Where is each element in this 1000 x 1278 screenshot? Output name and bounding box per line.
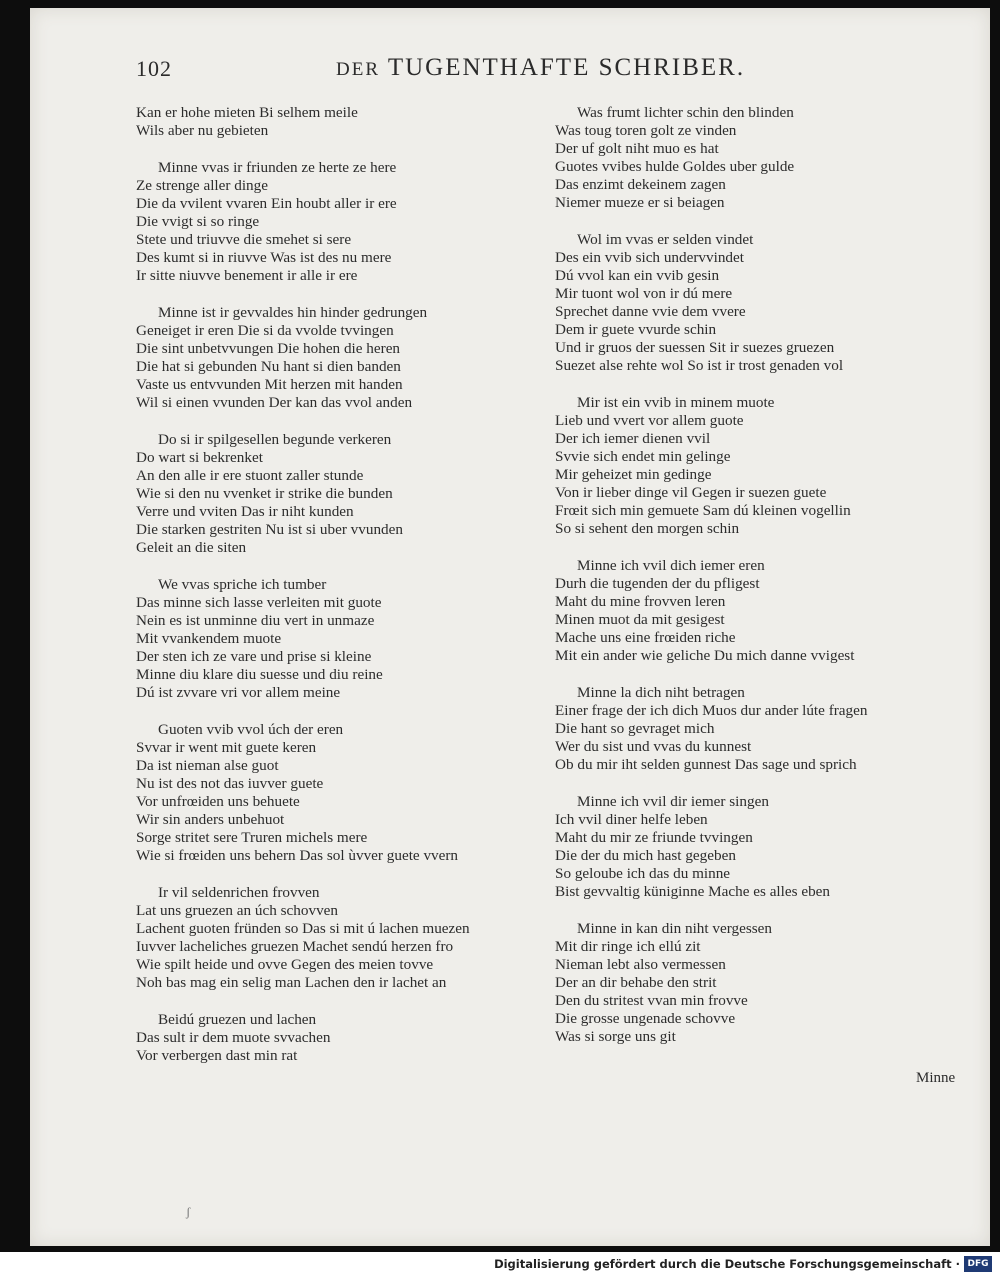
footer-bar xyxy=(0,1252,1000,1278)
stanza xyxy=(555,684,975,774)
verse-line: Minne ich vvil dir iemer singen xyxy=(577,793,769,810)
verse-line: Mit dir ringe ich ellú zit xyxy=(555,938,701,955)
verse-line: Svvie sich endet min gelinge xyxy=(555,448,731,465)
verse-line: Ir sitte niuvve benement ir alle ir ere xyxy=(136,267,358,284)
verse-line: Der uf golt niht muo es hat xyxy=(555,140,719,157)
verse-line: Ze strenge aller dinge xyxy=(136,177,268,194)
verse-line: Das sult ir dem muote svvachen xyxy=(136,1029,331,1046)
verse-line: Verre und vviten Das ir niht kunden xyxy=(136,503,354,520)
catchword: Minne xyxy=(916,1070,956,1086)
verse-line: Das enzimt dekeinem zagen xyxy=(555,176,726,193)
verse-line: Vor unfrœiden uns behuete xyxy=(136,793,300,810)
verse-line: Was si sorge uns git xyxy=(555,1028,676,1045)
stanza xyxy=(555,793,975,901)
verse-line: Dú vvol kan ein vvib gesin xyxy=(555,267,720,284)
verse-line: We vvas spriche ich tumber xyxy=(158,576,327,593)
verse-line: Minne diu klare diu suesse und diu reine xyxy=(136,666,383,683)
verse-line: Des ein vvib sich undervvindet xyxy=(555,249,744,266)
verse-line: Nein es ist unminne diu vert in unmaze xyxy=(136,612,375,629)
verse-line: Kan er hohe mieten Bi selhem meile xyxy=(136,104,358,121)
verse-line: Der ich iemer dienen vvil xyxy=(555,430,711,447)
verse-line: Mir ist ein vvib in minem muote xyxy=(577,394,775,411)
verse-line: Geneiget ir eren Die si da vvolde tvvingen xyxy=(136,322,394,339)
verse-line: Die grosse ungenade schovve xyxy=(555,1010,736,1027)
verse-line: Do si ir spilgesellen begunde verkeren xyxy=(158,431,392,448)
verse-line: Frœit sich min gemuete Sam dú kleinen vogellin xyxy=(555,502,851,519)
verse-line: Minne in kan din niht vergessen xyxy=(577,920,773,937)
funding-credit: Digitalisierung gefördert durch die Deutsche Forschungsgemeinschaft · xyxy=(494,1257,960,1271)
verse-line: Do wart si bekrenket xyxy=(136,449,263,466)
verse-line: Maht du mine frovven leren xyxy=(555,593,726,610)
verse-line: Durh die tugenden der du pfligest xyxy=(555,575,760,592)
stanza xyxy=(136,104,576,140)
verse-line: Minne vvas ir friunden ze herte ze here xyxy=(158,159,397,176)
verse-line: Die vvigt si so ringe xyxy=(136,213,260,230)
verse-line: Was frumt lichter schin den blinden xyxy=(577,104,794,121)
verse-line: Mir geheizet min gedinge xyxy=(555,466,712,483)
verse-line: Sorge stritet sere Truren michels mere xyxy=(136,829,368,846)
verse-line: Beidú gruezen und lachen xyxy=(158,1011,317,1028)
stanza xyxy=(555,394,975,538)
stanza xyxy=(555,231,975,375)
verse-line: Minne ist ir gevvaldes hin hinder gedrungen xyxy=(158,304,428,321)
verse-line: Wil si einen vvunden Der kan das vvol anden xyxy=(136,394,413,411)
stanza xyxy=(136,1011,576,1065)
verse-line: Mir tuont wol von ir dú mere xyxy=(555,285,733,302)
stanza xyxy=(136,159,576,285)
dfg-logo: DFG xyxy=(964,1256,992,1272)
verse-line: Was toug toren golt ze vinden xyxy=(555,122,737,139)
verse-line: Niemer mueze er si beiagen xyxy=(555,194,725,211)
verse-line: Und ir gruos der suessen Sit ir suezes gruezen xyxy=(555,339,835,356)
verse-line: Wer du sist und vvas du kunnest xyxy=(555,738,752,755)
verse-line: Maht du mir ze friunde tvvingen xyxy=(555,829,753,846)
verse-line: Svvar ir went mit guete keren xyxy=(136,739,317,756)
stanza xyxy=(136,304,576,412)
verse-line: Mit ein ander wie geliche Du mich danne vvigest xyxy=(555,647,855,664)
verse-line: Wils aber nu gebieten xyxy=(136,122,269,139)
verse-line: Minen muot da mit gesigest xyxy=(555,611,725,628)
verse-line: Wir sin anders unbehuot xyxy=(136,811,285,828)
stanza xyxy=(555,920,975,1046)
verse-line: Die da vvilent vvaren Ein houbt aller ir ere xyxy=(136,195,397,212)
verse-line: Iuvver lacheliches gruezen Machet sendú herzen fro xyxy=(136,938,454,955)
verse-line: Ob du mir iht selden gunnest Das sage und sprich xyxy=(555,756,857,773)
verse-line: Sprechet danne vvie dem vvere xyxy=(555,303,746,320)
verse-line: Nu ist des not das iuvver guete xyxy=(136,775,324,792)
verse-line: Guotes vvibes hulde Goldes uber gulde xyxy=(555,158,795,175)
verse-line: Mache uns eine frœiden riche xyxy=(555,629,736,646)
verse-line: Wie si den nu vvenket ir strike die bunden xyxy=(136,485,393,502)
verse-line: Da ist nieman alse guot xyxy=(136,757,279,774)
verse-line: Die hat si gebunden Nu hant si dien banden xyxy=(136,358,401,375)
verse-line: Ir vil seldenrichen frovven xyxy=(158,884,320,901)
margin-mark: ʃ xyxy=(186,1204,191,1219)
verse-line: Lieb und vvert vor allem guote xyxy=(555,412,744,429)
verse-line: Wol im vvas er selden vindet xyxy=(577,231,754,248)
verse-line: Den du stritest vvan min frovve xyxy=(555,992,748,1009)
page-number: 102 xyxy=(136,56,172,81)
verse-line: Noh bas mag ein selig man Lachen den ir lachet an xyxy=(136,974,447,991)
verse-line: Dú ist zvvare vri vor allem meine xyxy=(136,684,341,701)
verse-line: Der sten ich ze vare und prise si kleine xyxy=(136,648,372,665)
verse-line: Einer frage der ich dich Muos dur ander lúte fragen xyxy=(555,702,868,719)
verse-line: Vaste us entvvunden Mit herzen mit handen xyxy=(136,376,403,393)
stanza xyxy=(136,721,576,865)
stanza xyxy=(555,104,975,212)
verse-line: Geleit an die siten xyxy=(136,539,247,556)
verse-line: Die hant so gevraget mich xyxy=(555,720,715,737)
verse-line: So geloube ich das du minne xyxy=(555,865,731,882)
verse-line: Dem ir guete vvurde schin xyxy=(555,321,717,338)
verse-line: Mit vvankendem muote xyxy=(136,630,282,647)
verse-line: Suezet alse rehte wol So ist ir trost genaden vol xyxy=(555,357,844,374)
verse-line: Minne ich vvil dich iemer eren xyxy=(577,557,765,574)
verse-line: Des kumt si in riuvve Was ist des nu mere xyxy=(136,249,392,266)
verse-line: An den alle ir ere stuont zaller stunde xyxy=(136,467,364,484)
verse-line: Die starken gestriten Nu ist si uber vvunden xyxy=(136,521,403,538)
verse-line: So si sehent den morgen schin xyxy=(555,520,740,537)
verse-line: Minne la dich niht betragen xyxy=(577,684,745,701)
title-main: TUGENTHAFTE SCHRIBER. xyxy=(387,54,746,81)
running-title xyxy=(336,54,745,82)
verse-line: Guoten vvib vvol úch der eren xyxy=(158,721,344,738)
verse-line: Von ir lieber dinge vil Gegen ir suezen guete xyxy=(555,484,827,501)
verse-line: Ich vvil diner helfe leben xyxy=(555,811,708,828)
left-column xyxy=(136,104,576,1084)
stanza xyxy=(136,884,576,992)
verse-line: Nieman lebt also vermessen xyxy=(555,956,726,973)
stanza xyxy=(136,431,576,557)
title-prefix: DER xyxy=(336,59,380,80)
page-header xyxy=(136,52,936,88)
stanza xyxy=(136,576,576,702)
verse-line: Das minne sich lasse verleiten mit guote xyxy=(136,594,382,611)
right-column xyxy=(555,104,975,1065)
verse-line: Die sint unbetvvungen Die hohen die heren xyxy=(136,340,401,357)
verse-line: Die der du mich hast gegeben xyxy=(555,847,736,864)
verse-line: Stete und triuvve die smehet si sere xyxy=(136,231,352,248)
verse-line: Wie si frœiden uns behern Das sol ùvver guete vvern xyxy=(136,847,459,864)
stanza xyxy=(555,557,975,665)
verse-line: Lachent guoten fründen so Das si mit ú lachen muezen xyxy=(136,920,470,937)
verse-line: Vor verbergen dast min rat xyxy=(136,1047,298,1064)
verse-line: Bist gevvaltig küniginne Mache es alles eben xyxy=(555,883,830,900)
verse-line: Der an dir behabe den strit xyxy=(555,974,717,991)
verse-line: Wie spilt heide und ovve Gegen des meien tovve xyxy=(136,956,434,973)
verse-line: Lat uns gruezen an úch schovven xyxy=(136,902,339,919)
